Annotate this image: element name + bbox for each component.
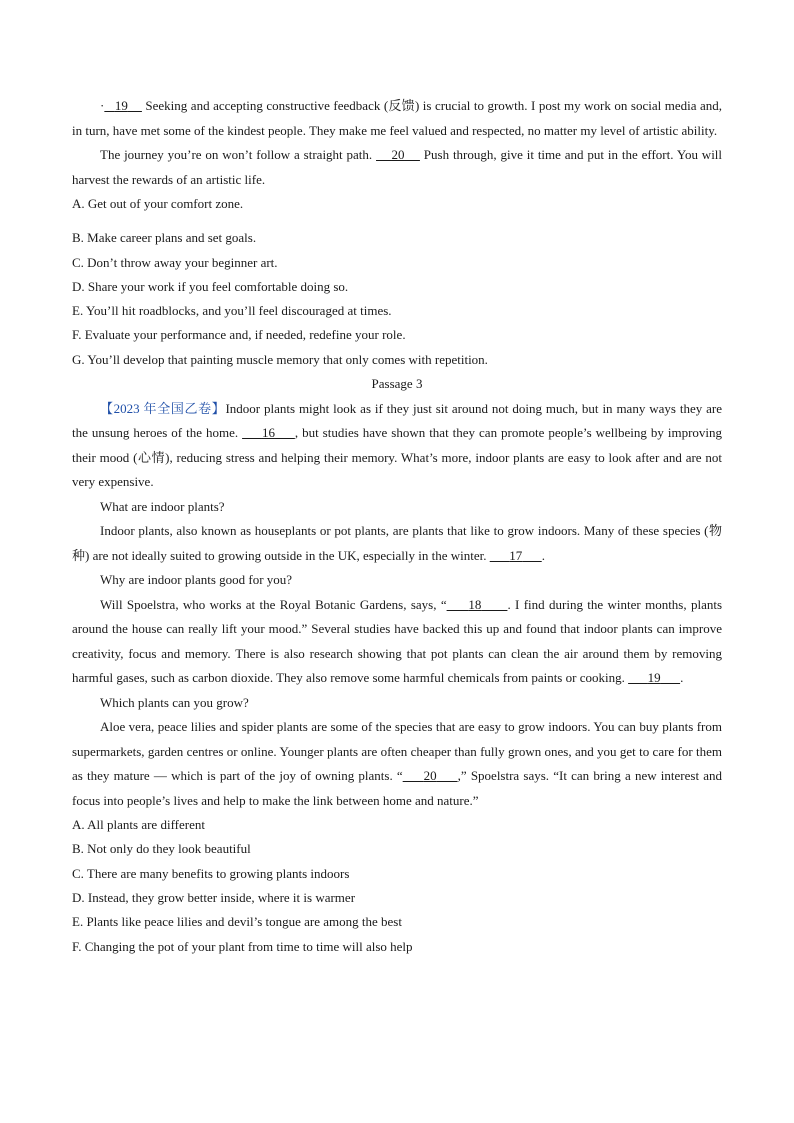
option-b: B. Not only do they look beautiful xyxy=(72,841,251,857)
option-a: A. All plants are different xyxy=(72,817,205,833)
passage2-paragraph-1: · 19 Seeking and accepting constructive feedback (反馈) is crucial to growth. I post my work on social media and, in turn, have met some of the kindest people. They make me feel valued and respected, no matter my level of artistic ability. xyxy=(72,98,723,138)
option-d: D. Instead, they grow better inside, where it is warmer xyxy=(72,889,356,905)
option-g: G. You’ll develop that painting muscle memory that only comes with repetition. xyxy=(72,351,488,367)
passage3-options xyxy=(72,813,722,959)
passage2-options xyxy=(72,192,722,372)
exam-source-tag: 【2023 年全国乙卷】 xyxy=(100,400,226,416)
blank-18[interactable]: 18 xyxy=(468,596,482,612)
option-c: C. Don’t throw away your beginner art. xyxy=(72,254,278,270)
option-f: F. Evaluate your performance and, if needed, redefine your role. xyxy=(72,327,406,343)
option-b: B. Make career plans and set goals. xyxy=(72,230,257,246)
blank-17[interactable]: 17 xyxy=(509,547,523,563)
passage3-paragraph-3: Will Spoelstra, who works at the Royal Botanic Gardens, says, “ 18 . I find during the winter months, plants around the house can really lift your mood.” Several studies have backed this up and found that indoor plants can improve creativity, focus and memory. There is also research showing that pot plants can clean the air around them by removing harmful gases, such as carbon dioxide. They also remove some harmful chemicals from paints or cooking. 19 . xyxy=(72,596,723,686)
option-c: C. There are many benefits to growing plants indoors xyxy=(72,865,350,881)
subheading-why-good: Why are indoor plants good for you? xyxy=(100,572,293,588)
passage3-heading: Passage 3 xyxy=(371,376,423,392)
option-d: D. Share your work if you feel comfortable doing so. xyxy=(72,278,349,294)
blank-19[interactable]: 19 xyxy=(114,98,128,113)
bullet-dot: · xyxy=(100,98,105,113)
blank-20[interactable]: 20 xyxy=(391,147,405,162)
blank-19-p3[interactable]: 19 xyxy=(647,670,661,686)
passage3-paragraph-2: Indoor plants, also known as houseplants or pot plants, are plants that like to grow indoors. Many of these species (物种) are not ideally suited to growing outside in the UK, especially in the winter. 17 . xyxy=(72,523,722,563)
subheading-what-are: What are indoor plants? xyxy=(100,498,225,514)
option-a: A. Get out of your comfort zone. xyxy=(72,196,244,211)
document-content xyxy=(72,94,722,959)
option-e: E. Plants like peace lilies and devil’s tongue are among the best xyxy=(72,914,402,930)
passage3-paragraph-1: 【2023 年全国乙卷】Indoor plants might look as if they just sit around not doing much, but in many ways they are the unsung heroes of the home. 16 , but studies have shown that they can promote people’s wellbeing by improving their mood (心情), reducing stress and helping their memory. What’s more, indoor plants are easy to look after and are not very expensive. xyxy=(72,400,723,490)
blank-16[interactable]: 16 xyxy=(261,425,275,441)
option-f: F. Changing the pot of your plant from time to time will also help xyxy=(72,938,413,954)
option-e: E. You’ll hit roadblocks, and you’ll feel discouraged at times. xyxy=(72,303,392,319)
passage2-paragraph-2: The journey you’re on won’t follow a straight path. 20 Push through, give it time and put in the effort. You will harvest the rewards of an artistic life. xyxy=(72,147,723,187)
subheading-which-plants: Which plants can you grow? xyxy=(100,694,249,710)
passage3-paragraph-4: Aloe vera, peace lilies and spider plants are some of the species that are easy to grow indoors. You can buy plants from supermarkets, garden centres or online. Younger plants are often cheaper than fully grown ones, and you get to care for them as they mature — which is part of the joy of owning plants. “ 20 ,” Spoelstra says. “It can bring a new interest and focus into people’s lives and help to make the link between home and nature.” xyxy=(72,719,723,808)
blank-20-p3[interactable]: 20 xyxy=(423,768,437,784)
